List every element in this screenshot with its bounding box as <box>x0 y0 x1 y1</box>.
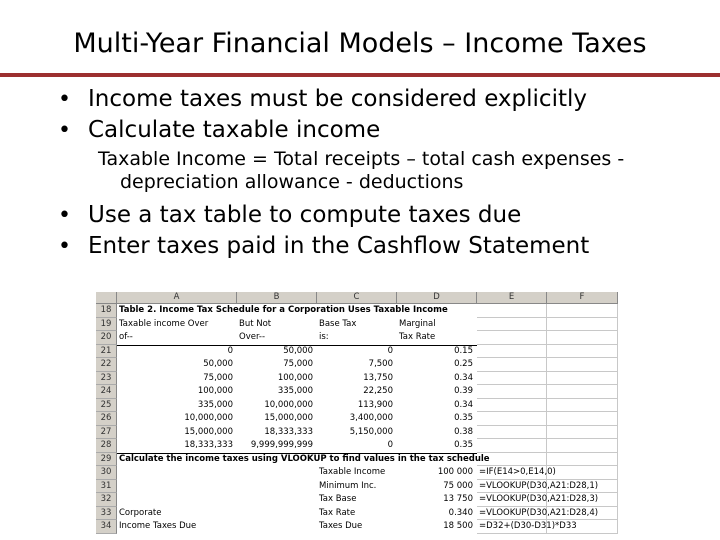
tax-table-cell[interactable]: 100,000 <box>197 386 233 396</box>
header-cell[interactable]: Over-- <box>239 332 266 342</box>
calc-label[interactable]: Taxable Income <box>319 467 386 477</box>
header-cell[interactable]: Taxable income Over <box>119 318 209 329</box>
grid-line <box>477 330 618 331</box>
tax-table-cell[interactable]: 75,000 <box>283 359 313 369</box>
formula-line-2: depreciation allowance - deductions <box>120 171 464 193</box>
tax-table-cell[interactable]: 0.34 <box>454 399 473 410</box>
bullet-text: Use a tax table to compute taxes due <box>88 202 522 228</box>
title-divider <box>0 73 720 77</box>
column-header[interactable]: C <box>317 292 397 304</box>
row-header[interactable]: 29 <box>96 453 117 467</box>
row-label[interactable]: Corporate <box>119 507 162 518</box>
grid-line <box>617 304 618 534</box>
bullet-text: Calculate taxable income <box>88 117 381 143</box>
grid-line <box>477 479 618 480</box>
grid-line <box>477 357 618 358</box>
tax-table-cell[interactable]: 0.35 <box>454 440 473 450</box>
bullet-dot-icon: • <box>58 203 71 228</box>
calc-formula[interactable]: =VLOOKUP(D30,A21:D28,3) <box>479 494 599 504</box>
column-header[interactable]: D <box>397 292 477 304</box>
grid-line <box>477 533 618 534</box>
row-header[interactable]: 34 <box>96 520 117 534</box>
grid-line <box>477 452 618 453</box>
tax-table-cell[interactable]: 50,000 <box>283 345 313 356</box>
calc-label[interactable]: Minimum Inc. <box>319 480 377 491</box>
row-header[interactable]: 32 <box>96 493 117 507</box>
grid-line <box>477 317 618 318</box>
header-cell[interactable]: is: <box>319 332 329 342</box>
tax-table-cell[interactable]: 335,000 <box>197 399 233 410</box>
row-header[interactable]: 33 <box>96 507 117 521</box>
grid-line <box>477 506 618 507</box>
calc-formula[interactable]: =VLOOKUP(D30,A21:D28,1) <box>479 480 599 491</box>
calc-label[interactable]: Taxes Due <box>319 521 363 531</box>
bullet-dot-icon: • <box>58 234 71 259</box>
tax-table-cell[interactable]: 0 <box>387 345 393 356</box>
bullet-item <box>58 200 708 231</box>
column-header[interactable]: B <box>237 292 317 304</box>
calc-formula[interactable]: =IF(E14>0,E14,0) <box>479 467 556 477</box>
tax-table-cell[interactable]: 5,150,000 <box>349 426 393 437</box>
column-header[interactable]: E <box>477 292 547 304</box>
tax-table-cell[interactable]: 13,750 <box>363 372 393 383</box>
bullet-dot-icon: • <box>58 87 71 112</box>
bullet-item <box>58 115 708 146</box>
row-header[interactable]: 18 <box>96 304 117 318</box>
header-cell[interactable]: Tax Rate <box>399 332 436 342</box>
calc-value[interactable]: 100 000 <box>437 467 473 477</box>
tax-table-cell[interactable]: 22,250 <box>363 386 393 396</box>
grid-line <box>477 425 618 426</box>
tax-table-cell[interactable]: 10,000,000 <box>264 399 313 410</box>
tax-table-cell[interactable]: 0.39 <box>454 386 473 396</box>
tax-table-cell[interactable]: 100,000 <box>277 372 313 383</box>
tax-table-cell[interactable]: 0 <box>227 345 233 356</box>
grid-line <box>477 371 618 372</box>
grid-line <box>477 384 618 385</box>
calc-value[interactable]: 18 500 <box>443 521 473 531</box>
row-header[interactable]: 27 <box>96 426 117 440</box>
calc-value[interactable]: 13 750 <box>443 494 473 504</box>
grid-line <box>477 411 618 412</box>
header-cell[interactable]: Base Tax <box>319 318 357 329</box>
row-header[interactable]: 19 <box>96 318 117 332</box>
tax-table-cell[interactable]: 0.34 <box>454 372 473 383</box>
column-header[interactable]: A <box>117 292 237 304</box>
tax-table-cell[interactable]: 18,333,333 <box>184 440 233 450</box>
tax-table-cell[interactable]: 75,000 <box>203 372 233 383</box>
tax-table-cell[interactable]: 18,333,333 <box>264 426 313 437</box>
tax-table-cell[interactable]: 15,000,000 <box>264 413 313 423</box>
tax-table-cell[interactable]: 0.15 <box>454 345 473 356</box>
table-title[interactable]: Table 2. Income Tax Schedule for a Corporation Uses Taxable Income <box>119 305 448 315</box>
calc-label[interactable]: Tax Rate <box>319 507 356 518</box>
tax-table-cell[interactable]: 10,000,000 <box>184 413 233 423</box>
row-label[interactable]: Income Taxes Due <box>119 521 197 531</box>
row-header[interactable]: 26 <box>96 412 117 426</box>
row-header[interactable]: 25 <box>96 399 117 413</box>
grid-line <box>477 465 618 466</box>
row-header[interactable]: 24 <box>96 385 117 399</box>
row-header[interactable]: 31 <box>96 480 117 494</box>
tax-table-cell[interactable]: 0.25 <box>454 359 473 369</box>
spreadsheet-screenshot <box>96 292 618 540</box>
tax-table-cell[interactable]: 0 <box>387 440 393 450</box>
header-cell[interactable]: Marginal <box>399 318 436 329</box>
column-header[interactable]: F <box>547 292 618 304</box>
tax-table-cell[interactable]: 113,900 <box>357 399 393 410</box>
bullet-text: Enter taxes paid in the Cashflow Statement <box>88 233 590 259</box>
row-header[interactable]: 22 <box>96 358 117 372</box>
bullet-list <box>58 84 708 262</box>
header-cell[interactable]: of-- <box>119 332 133 342</box>
tax-table-cell[interactable]: 3,400,000 <box>349 413 393 423</box>
calc-title[interactable]: Calculate the income taxes using VLOOKUP to find values in the tax schedule <box>119 453 490 464</box>
tax-table-cell[interactable]: 9,999,999,999 <box>250 440 313 450</box>
grid-line <box>477 438 618 439</box>
tax-table-cell[interactable]: 0.35 <box>454 413 473 423</box>
grid-line <box>477 344 618 345</box>
tax-table-cell[interactable]: 335,000 <box>277 386 313 396</box>
bullet-item <box>58 84 708 115</box>
tax-table-cell[interactable]: 15,000,000 <box>184 426 233 437</box>
grid-line <box>477 398 618 399</box>
calc-value[interactable]: 0.340 <box>448 507 473 518</box>
calc-formula[interactable]: =VLOOKUP(D30,A21:D28,4) <box>479 507 599 518</box>
header-cell[interactable]: But Not <box>239 318 272 329</box>
slide-title: Multi-Year Financial Models – Income Taxes <box>73 28 647 59</box>
row-header[interactable]: 30 <box>96 466 117 480</box>
bullet-item <box>58 231 708 262</box>
tax-table-cell[interactable]: 50,000 <box>203 359 233 369</box>
tax-table-cell[interactable]: 0.38 <box>454 426 473 437</box>
grid-line <box>477 519 618 520</box>
tax-table-cell[interactable]: 7,500 <box>368 359 393 369</box>
taxable-income-formula <box>98 148 708 194</box>
calc-label[interactable]: Tax Base <box>319 494 357 504</box>
formula-line-1: Taxable Income = Total receipts – total cash expenses - <box>98 148 625 170</box>
calc-formula[interactable]: =D32+(D30-D31)*D33 <box>479 521 577 531</box>
sheet-corner[interactable] <box>96 292 117 304</box>
row-header[interactable]: 20 <box>96 331 117 345</box>
row-header[interactable]: 23 <box>96 372 117 386</box>
row-header[interactable]: 28 <box>96 439 117 453</box>
bullet-text: Income taxes must be considered explicitly <box>88 86 587 112</box>
grid-line <box>477 492 618 493</box>
row-header[interactable]: 21 <box>96 345 117 359</box>
bullet-dot-icon: • <box>58 118 71 143</box>
calc-value[interactable]: 75 000 <box>443 480 473 491</box>
